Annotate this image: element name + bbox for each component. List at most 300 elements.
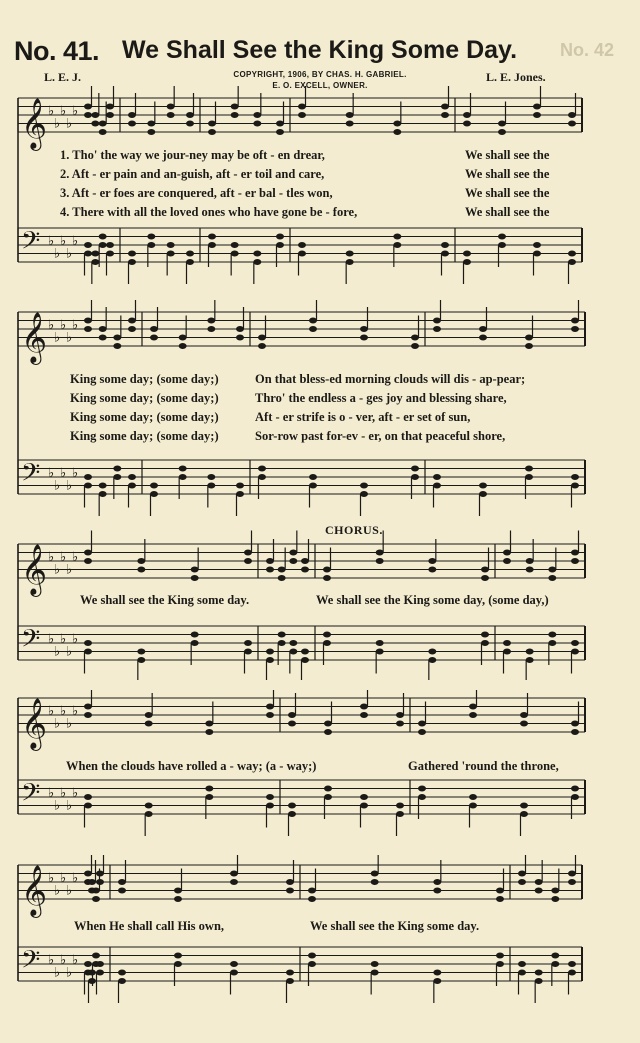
music-system-3 — [0, 520, 640, 680]
bleed-through-text: No. 42 — [560, 40, 615, 60]
note-head — [526, 567, 534, 573]
note-head — [230, 961, 238, 967]
note-head — [433, 978, 441, 984]
note-head — [84, 474, 92, 480]
flat-icon: ♭ — [54, 115, 61, 131]
note-head — [191, 567, 199, 573]
note-head — [230, 879, 238, 885]
note-head — [128, 251, 136, 257]
note-head — [244, 640, 252, 646]
note-head — [441, 242, 449, 248]
note-head — [463, 251, 471, 257]
flat-icon: ♭ — [60, 232, 67, 248]
note-head — [106, 242, 114, 248]
note-head — [244, 558, 252, 564]
note-head — [376, 558, 384, 564]
note-head — [496, 888, 504, 894]
note-head — [118, 879, 126, 885]
flat-icon: ♭ — [60, 316, 67, 332]
note-head — [278, 575, 286, 581]
note-head — [207, 483, 215, 489]
lyric-right: We shall see the King some day, (some day,) — [316, 593, 549, 607]
flat-icon: ♭ — [72, 464, 79, 480]
flat-icon: ♭ — [72, 784, 79, 800]
note-head — [167, 242, 175, 248]
lyric-left: When He shall call His own, — [74, 919, 225, 933]
note-head — [84, 704, 92, 710]
note-head — [266, 558, 274, 564]
note-head — [520, 811, 528, 817]
bass-clef-icon: 𝄢 — [21, 778, 41, 814]
music-system-5 — [0, 855, 640, 1005]
bass-clef-icon: 𝄢 — [21, 226, 41, 262]
note-head — [286, 978, 294, 984]
note-head — [186, 112, 194, 118]
note-head — [360, 712, 368, 718]
note-head — [535, 888, 543, 894]
note-head — [520, 721, 528, 727]
note-head — [230, 871, 238, 877]
note-head — [128, 259, 136, 265]
note-head — [324, 786, 332, 792]
note-head — [186, 121, 194, 127]
flat-icon: ♭ — [66, 964, 73, 980]
flat-icon: ♭ — [54, 561, 61, 577]
flat-icon: ♭ — [72, 630, 79, 646]
note-head — [301, 649, 309, 655]
composer-credit: L. E. Jones. — [486, 70, 546, 84]
note-head — [266, 712, 274, 718]
note-head — [548, 575, 556, 581]
lyric-left: When the clouds have rolled a - way; (a - way;) — [66, 759, 317, 773]
flat-icon: ♭ — [72, 548, 79, 564]
note-head — [106, 251, 114, 257]
note-head — [84, 558, 92, 564]
note-head — [463, 121, 471, 127]
note-head — [479, 326, 487, 332]
note-head — [324, 721, 332, 727]
lyric-right: Aft - er strife is o - ver, aft - er set of sun, — [255, 410, 471, 424]
note-head — [113, 335, 121, 341]
note-head — [137, 558, 145, 564]
lyric-left: 3. Aft - er foes are conquered, aft - er bal - tles won, — [60, 186, 333, 200]
note-head — [179, 335, 187, 341]
flat-icon: ♭ — [66, 715, 73, 731]
note-head — [278, 632, 286, 638]
note-head — [323, 567, 331, 573]
note-head — [568, 259, 576, 265]
flat-icon: ♭ — [60, 869, 67, 885]
note-head — [360, 794, 368, 800]
note-head — [145, 721, 153, 727]
note-head — [113, 474, 121, 480]
lyric-right: We shall see the King some day. — [310, 919, 480, 933]
lyric-right: We shall see the — [465, 205, 550, 219]
note-head — [113, 466, 121, 472]
note-head — [147, 129, 155, 135]
note-head — [433, 970, 441, 976]
note-head — [393, 121, 401, 127]
note-head — [118, 970, 126, 976]
note-head — [118, 978, 126, 984]
note-head — [323, 632, 331, 638]
flat-icon: ♭ — [66, 797, 73, 813]
note-head — [236, 491, 244, 497]
flat-icon: ♭ — [60, 102, 67, 118]
copyright-line: COPYRIGHT, 1906, BY CHAS. H. GABRIEL. — [233, 70, 407, 79]
note-head — [289, 558, 297, 564]
note-head — [128, 474, 136, 480]
note-head — [179, 343, 187, 349]
hymn-title: We Shall See the King Some Day. — [122, 36, 518, 64]
note-head — [371, 961, 379, 967]
note-head — [548, 567, 556, 573]
note-head — [205, 794, 213, 800]
note-head — [503, 649, 511, 655]
note-head — [481, 640, 489, 646]
note-head — [276, 129, 284, 135]
note-head — [288, 803, 296, 809]
note-head — [191, 640, 199, 646]
treble-clef-icon: 𝄞 — [21, 312, 48, 363]
flat-icon: ♭ — [60, 951, 67, 967]
note-head — [496, 896, 504, 902]
note-head — [360, 491, 368, 497]
note-head — [106, 112, 114, 118]
note-head — [147, 242, 155, 248]
flat-icon: ♭ — [48, 464, 55, 480]
flat-icon: ♭ — [48, 548, 55, 564]
lyric-left: King some day; (some day;) — [70, 429, 219, 443]
note-head — [84, 483, 92, 489]
note-head — [84, 242, 92, 248]
lyric-right: Gathered 'round the throne, — [408, 759, 559, 773]
note-head — [258, 335, 266, 341]
note-head — [231, 251, 239, 257]
note-head — [145, 803, 153, 809]
note-head — [376, 649, 384, 655]
note-head — [289, 649, 297, 655]
note-head — [526, 657, 534, 663]
note-head — [244, 649, 252, 655]
note-head — [253, 112, 261, 118]
flat-icon: ♭ — [72, 316, 79, 332]
note-head — [571, 558, 579, 564]
flat-icon: ♭ — [54, 882, 61, 898]
note-head — [84, 251, 92, 257]
treble-clef-icon: 𝄞 — [21, 698, 48, 749]
flat-icon: ♭ — [54, 643, 61, 659]
note-head — [231, 112, 239, 118]
bass-clef-icon: 𝄢 — [21, 624, 41, 660]
note-head — [323, 575, 331, 581]
note-head — [309, 483, 317, 489]
note-head — [286, 888, 294, 894]
note-head — [258, 466, 266, 472]
treble-clef-icon: 𝄞 — [21, 544, 48, 595]
note-head — [118, 888, 126, 894]
note-head — [230, 970, 238, 976]
note-head — [393, 129, 401, 135]
flat-icon: ♭ — [48, 869, 55, 885]
flat-icon: ♭ — [66, 643, 73, 659]
note-head — [208, 121, 216, 127]
lyric-right: We shall see the — [465, 148, 550, 162]
note-head — [174, 961, 182, 967]
note-head — [236, 326, 244, 332]
flat-icon: ♭ — [66, 561, 73, 577]
flat-icon: ♭ — [60, 464, 67, 480]
note-head — [418, 729, 426, 735]
note-head — [106, 104, 114, 110]
note-head — [266, 649, 274, 655]
note-head — [266, 803, 274, 809]
note-head — [99, 335, 107, 341]
note-head — [191, 575, 199, 581]
note-head — [463, 259, 471, 265]
note-head — [525, 466, 533, 472]
lyric-left: 1. Tho' the way we jour-ney may be oft - en drear, — [60, 148, 325, 162]
hymn-header — [0, 0, 640, 100]
note-head — [186, 259, 194, 265]
lyric-right: Thro' the endless a - ges joy and blessing share, — [255, 391, 507, 405]
note-head — [99, 326, 107, 332]
note-head — [236, 335, 244, 341]
note-head — [525, 343, 533, 349]
flat-icon: ♭ — [72, 702, 79, 718]
note-head — [231, 242, 239, 248]
note-head — [84, 104, 92, 110]
note-head — [167, 112, 175, 118]
note-head — [535, 978, 543, 984]
flat-icon: ♭ — [54, 245, 61, 261]
note-head — [167, 104, 175, 110]
note-head — [174, 888, 182, 894]
note-head — [428, 649, 436, 655]
note-head — [371, 879, 379, 885]
lyric-right: On that bless-ed morning clouds will dis - ap-pear; — [255, 372, 526, 386]
flat-icon: ♭ — [66, 477, 73, 493]
flat-icon: ♭ — [48, 784, 55, 800]
note-head — [393, 234, 401, 240]
note-head — [533, 251, 541, 257]
note-head — [92, 953, 100, 959]
note-head — [99, 242, 107, 248]
note-head — [481, 575, 489, 581]
note-head — [571, 550, 579, 556]
note-head — [418, 721, 426, 727]
flat-icon: ♭ — [72, 232, 79, 248]
note-head — [278, 640, 286, 646]
lyric-right: We shall see the — [465, 167, 550, 181]
note-head — [360, 335, 368, 341]
note-head — [289, 550, 297, 556]
music-system-2 — [0, 300, 640, 520]
note-head — [276, 121, 284, 127]
note-head — [186, 251, 194, 257]
flat-icon: ♭ — [60, 702, 67, 718]
flat-icon: ♭ — [48, 951, 55, 967]
note-head — [571, 640, 579, 646]
note-head — [535, 970, 543, 976]
note-head — [253, 121, 261, 127]
flat-icon: ♭ — [66, 882, 73, 898]
note-head — [479, 483, 487, 489]
flat-icon: ♭ — [48, 702, 55, 718]
flat-icon: ♭ — [60, 548, 67, 564]
note-head — [167, 251, 175, 257]
note-head — [396, 811, 404, 817]
note-head — [179, 466, 187, 472]
note-head — [428, 558, 436, 564]
flat-icon: ♭ — [72, 869, 79, 885]
lyric-left: King some day; (some day;) — [70, 372, 219, 386]
treble-clef-icon: 𝄞 — [21, 865, 48, 916]
note-head — [469, 794, 477, 800]
note-head — [551, 953, 559, 959]
note-head — [571, 729, 579, 735]
note-head — [137, 649, 145, 655]
note-head — [208, 242, 216, 248]
lyric-left: 4. There with all the loved ones who have gone be - fore, — [60, 205, 358, 219]
note-head — [503, 558, 511, 564]
flat-icon: ♭ — [72, 102, 79, 118]
note-head — [469, 803, 477, 809]
note-head — [520, 712, 528, 718]
note-head — [393, 242, 401, 248]
note-head — [96, 961, 104, 967]
note-head — [396, 803, 404, 809]
lyric-right: Sor-row past for-ev - er, on that peaceful shore, — [255, 429, 506, 443]
note-head — [571, 794, 579, 800]
note-head — [496, 953, 504, 959]
note-head — [145, 811, 153, 817]
flat-icon: ♭ — [54, 964, 61, 980]
note-head — [147, 121, 155, 127]
note-head — [99, 121, 107, 127]
note-head — [128, 326, 136, 332]
note-head — [411, 343, 419, 349]
note-head — [346, 259, 354, 265]
note-head — [376, 550, 384, 556]
note-head — [571, 649, 579, 655]
lyricist-credit: L. E. J. — [44, 70, 82, 84]
note-head — [84, 803, 92, 809]
note-head — [308, 961, 316, 967]
note-head — [441, 251, 449, 257]
note-head — [525, 335, 533, 341]
note-head — [84, 318, 92, 324]
lyric-left: 2. Aft - er pain and an-guish, aft - er toil and care, — [60, 167, 325, 181]
note-head — [418, 794, 426, 800]
note-head — [568, 970, 576, 976]
note-head — [551, 896, 559, 902]
note-head — [301, 558, 309, 564]
note-head — [236, 483, 244, 489]
note-head — [266, 657, 274, 663]
note-head — [84, 550, 92, 556]
flat-icon: ♭ — [54, 797, 61, 813]
note-head — [411, 466, 419, 472]
note-head — [571, 318, 579, 324]
note-head — [96, 879, 104, 885]
note-head — [568, 879, 576, 885]
note-head — [360, 704, 368, 710]
note-head — [433, 483, 441, 489]
note-head — [324, 794, 332, 800]
note-head — [568, 251, 576, 257]
note-head — [84, 640, 92, 646]
note-head — [84, 961, 92, 967]
note-head — [309, 474, 317, 480]
note-head — [91, 259, 99, 265]
note-head — [441, 104, 449, 110]
flat-icon: ♭ — [66, 245, 73, 261]
note-head — [308, 888, 316, 894]
note-head — [568, 871, 576, 877]
note-head — [533, 112, 541, 118]
note-head — [147, 234, 155, 240]
note-head — [481, 632, 489, 638]
flat-icon: ♭ — [72, 951, 79, 967]
note-head — [150, 483, 158, 489]
chorus-label: CHORUS. — [325, 523, 383, 537]
music-system-1 — [0, 86, 640, 286]
note-head — [346, 251, 354, 257]
note-head — [258, 474, 266, 480]
note-head — [266, 567, 274, 573]
note-head — [433, 326, 441, 332]
note-head — [479, 335, 487, 341]
note-head — [92, 896, 100, 902]
note-head — [418, 786, 426, 792]
note-head — [91, 121, 99, 127]
note-head — [128, 483, 136, 489]
note-head — [396, 721, 404, 727]
note-head — [479, 491, 487, 497]
flat-icon: ♭ — [48, 102, 55, 118]
note-head — [99, 491, 107, 497]
note-head — [360, 483, 368, 489]
lyric-left: We shall see the King some day. — [80, 593, 250, 607]
note-head — [150, 326, 158, 332]
note-head — [324, 729, 332, 735]
note-head — [411, 335, 419, 341]
note-head — [568, 121, 576, 127]
note-head — [174, 896, 182, 902]
note-head — [207, 326, 215, 332]
note-head — [301, 657, 309, 663]
note-head — [571, 326, 579, 332]
flat-icon: ♭ — [60, 784, 67, 800]
note-head — [266, 704, 274, 710]
note-head — [503, 550, 511, 556]
note-head — [371, 871, 379, 877]
note-head — [191, 632, 199, 638]
note-head — [244, 550, 252, 556]
note-head — [498, 234, 506, 240]
note-head — [298, 112, 306, 118]
note-head — [286, 879, 294, 885]
note-head — [288, 811, 296, 817]
note-head — [441, 112, 449, 118]
note-head — [91, 112, 99, 118]
note-head — [99, 129, 107, 135]
note-head — [323, 640, 331, 646]
flat-icon: ♭ — [48, 630, 55, 646]
note-head — [301, 567, 309, 573]
note-head — [520, 803, 528, 809]
